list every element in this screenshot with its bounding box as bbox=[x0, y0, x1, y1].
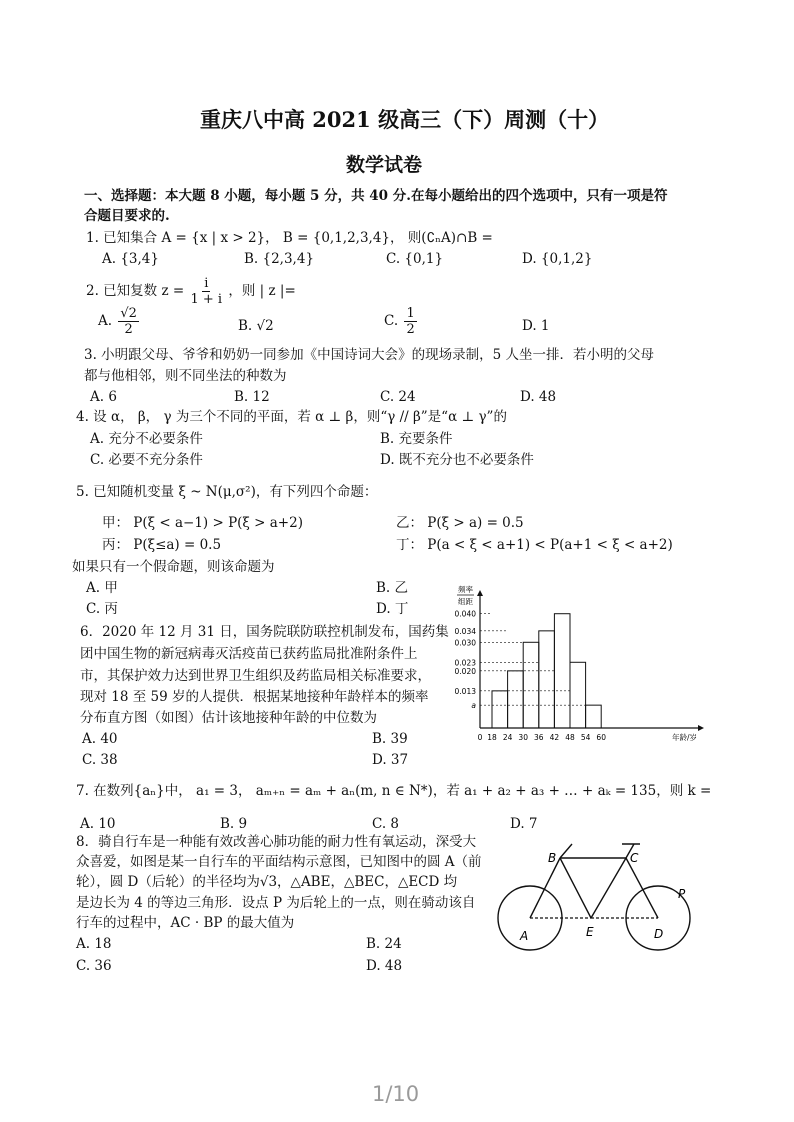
age-histogram bbox=[436, 578, 712, 744]
x-tick-label: 36 bbox=[534, 733, 544, 742]
q6-option-b: B. 39 bbox=[372, 731, 408, 747]
label-d: D bbox=[654, 927, 664, 941]
x-tick-label: 0 bbox=[477, 733, 483, 742]
q6-line2: 团中国生物的新冠病毒灭活疫苗已获药监局批准附条件上 bbox=[80, 646, 418, 662]
q4-option-b: B. 充要条件 bbox=[380, 431, 453, 447]
q3-option-b: B. 12 bbox=[234, 389, 270, 405]
q7-stem: 7. 在数列{aₙ}中， a₁ = 3， aₘ₊ₙ = aₘ + aₙ(m, n ∈ N*)，若 a₁ + a₂ + a₃ + … + aₖ = 135，则 k = bbox=[76, 783, 712, 799]
page-title: 重庆八中高 2021 级高三（下）周测（十） bbox=[200, 107, 610, 132]
x-tick-label: 60 bbox=[596, 733, 606, 742]
q6-line5: 分布直方图（如图）估计该地接种年龄的中位数为 bbox=[80, 710, 377, 726]
label-p: P bbox=[678, 887, 686, 901]
x-tick-label: 24 bbox=[502, 733, 513, 742]
q5-prop-jia: 甲： P(ξ < a−1) > P(ξ > a+2) bbox=[102, 515, 303, 531]
label-b: B bbox=[548, 851, 557, 865]
q6-line4: 现对 18 至 59 岁的人提供．根据某地接种年龄样本的频率 bbox=[80, 689, 429, 705]
y-axis-arrow bbox=[477, 590, 483, 596]
q7-option-b: B. 9 bbox=[220, 816, 248, 832]
q5-condition: 如果只有一个假命题，则该命题为 bbox=[72, 559, 275, 575]
q7-option-a: A. 10 bbox=[80, 816, 116, 832]
label-e: E bbox=[586, 925, 594, 939]
label-a: A bbox=[520, 929, 529, 943]
y-tick-label: 0.020 bbox=[454, 666, 476, 676]
y-tick-label: 0.013 bbox=[454, 686, 476, 696]
histogram-bar bbox=[492, 691, 508, 728]
x-tick-label: 42 bbox=[549, 733, 560, 742]
q5-option-b: B. 乙 bbox=[376, 580, 409, 596]
q1-option-b: B. {2,3,4} bbox=[244, 251, 315, 267]
x-tick-label: 30 bbox=[518, 733, 528, 742]
edge-be bbox=[560, 858, 591, 918]
edge-cd bbox=[626, 858, 658, 918]
q2-frac-num: i bbox=[204, 276, 209, 291]
q4-option-c: C. 必要不充分条件 bbox=[90, 452, 203, 468]
x-axis-label: 年龄/岁 bbox=[672, 733, 698, 742]
histogram-bar bbox=[586, 705, 602, 728]
q2-option-a bbox=[98, 306, 141, 337]
y-tick-label: a bbox=[471, 701, 476, 711]
q2-opt-c-label: C. bbox=[384, 313, 399, 329]
page-number: 1/10 bbox=[372, 1082, 420, 1106]
q4-option-a: A. 充分不必要条件 bbox=[90, 431, 203, 447]
section-heading: 一、选择题：本大题 8 小题，每小题 5 分，共 40 分.在每小题给出的四个选项中，只有一项是符 bbox=[84, 188, 668, 204]
y-tick-label: 0.040 bbox=[454, 609, 476, 619]
q8-line3: 轮），圆 D（后轮）的半径均为√3，△ABE，△BEC，△ECD 均 bbox=[76, 874, 458, 890]
page-subtitle: 数学试卷 bbox=[346, 154, 423, 176]
y-tick-label: 0.034 bbox=[454, 626, 476, 636]
x-axis-arrow bbox=[698, 725, 704, 731]
q2-option-d: D. 1 bbox=[522, 318, 550, 334]
edge-ec bbox=[591, 858, 626, 918]
bicycle-diagram bbox=[494, 836, 704, 954]
q8-line2: 众喜爱，如图是某一自行车的平面结构示意图，已知图中的圆 A（前 bbox=[76, 854, 482, 870]
q4-option-d: D. 既不充分也不必要条件 bbox=[380, 452, 534, 468]
q2-stem bbox=[86, 276, 296, 307]
q1-option-a: A. {3,4} bbox=[102, 251, 159, 267]
handlebar bbox=[560, 844, 572, 858]
q8-option-c: C. 36 bbox=[76, 958, 112, 974]
q2-opt-a-fraction bbox=[118, 306, 139, 337]
q5-stem: 5. 已知随机变量 ξ ~ N(μ,σ²)，有下列四个命题： bbox=[76, 484, 378, 500]
q2-opt-a-den: 2 bbox=[124, 322, 133, 337]
q3-line2: 都与他相邻，则不同坐法的种数为 bbox=[84, 368, 287, 384]
q4-stem: 4. 设 α， β， γ 为三个不同的平面，若 α ⊥ β，则“γ // β”是“α ⊥ γ”的 bbox=[76, 409, 507, 425]
q2-opt-a-num: √2 bbox=[120, 306, 137, 321]
y-tick-label: 0.030 bbox=[454, 638, 476, 648]
q8-option-a: A. 18 bbox=[76, 936, 112, 952]
histogram-bar bbox=[570, 662, 586, 728]
y-axis-label-bottom: 组距 bbox=[458, 597, 473, 606]
q6-option-c: C. 38 bbox=[82, 752, 118, 768]
q3-option-d: D. 48 bbox=[520, 389, 557, 405]
x-tick-label: 18 bbox=[487, 733, 497, 742]
q6-option-a: A. 40 bbox=[82, 731, 118, 747]
q5-prop-yi: 乙： P(ξ > a) = 0.5 bbox=[396, 515, 524, 531]
q5-option-a: A. 甲 bbox=[86, 580, 118, 596]
section-heading-cont: 合题目要求的. bbox=[84, 208, 170, 224]
q2-fraction bbox=[190, 276, 222, 307]
q3-line1: 3. 小明跟父母、爷爷和奶奶一同参加《中国诗词大会》的现场录制，5 人坐一排．若小明的父母 bbox=[84, 347, 655, 363]
q6-line1: 6．2020 年 12 月 31 日，国务院联防联控机制发布，国药集 bbox=[80, 624, 449, 640]
q2-opt-c-fraction bbox=[404, 306, 416, 337]
q5-option-c: C. 丙 bbox=[86, 601, 118, 617]
q6-option-d: D. 37 bbox=[372, 752, 409, 768]
histogram-bar bbox=[539, 631, 555, 728]
q3-option-c: C. 24 bbox=[380, 389, 416, 405]
q8-line5: 行车的过程中，AC · BP 的最大值为 bbox=[76, 915, 295, 931]
q2-stem-b: ，则 | z |= bbox=[228, 283, 296, 299]
histogram-bar bbox=[508, 671, 524, 728]
q2-frac-den: 1 + i bbox=[190, 292, 223, 307]
x-tick-label: 48 bbox=[565, 733, 575, 742]
q2-stem-a: 2. 已知复数 z = bbox=[86, 283, 185, 299]
label-c: C bbox=[630, 851, 639, 865]
q2-opt-c-num: 1 bbox=[406, 306, 415, 321]
q8-option-b: B. 24 bbox=[366, 936, 402, 952]
histogram-bar bbox=[523, 642, 539, 728]
histogram-bar bbox=[554, 614, 570, 728]
q1-option-d: D. {0,1,2} bbox=[522, 251, 593, 267]
q5-prop-ding: 丁： P(a < ξ < a+1) < P(a+1 < ξ < a+2) bbox=[396, 537, 673, 553]
q7-option-c: C. 8 bbox=[372, 816, 400, 832]
q5-option-d: D. 丁 bbox=[376, 601, 409, 617]
q8-line4: 是边长为 4 的等边三角形．设点 P 为后轮上的一点，则在骑动该自 bbox=[76, 895, 476, 911]
q1-option-c: C. {0,1} bbox=[386, 251, 444, 267]
q2-option-b: B. √2 bbox=[238, 318, 274, 334]
q3-option-a: A. 6 bbox=[90, 389, 117, 405]
q8-line1: 8．骑自行车是一种能有效改善心肺功能的耐力性有氧运动，深受大 bbox=[76, 834, 477, 850]
edge-ab bbox=[530, 858, 560, 918]
q5-prop-bing: 丙： P(ξ≤a) = 0.5 bbox=[102, 537, 222, 553]
q6-line3: 市，其保护效力达到世界卫生组织及药监局相关标准要求， bbox=[80, 668, 431, 684]
q1-stem: 1. 已知集合 A = {x | x > 2}， B = {0,1,2,3,4}， 则(∁ₙA)∩B = bbox=[86, 230, 493, 246]
q2-opt-c-den: 2 bbox=[406, 322, 415, 337]
x-tick-label: 54 bbox=[580, 733, 591, 742]
q2-opt-a-label: A. bbox=[98, 313, 113, 329]
y-tick-label: 0.023 bbox=[454, 658, 476, 668]
q8-option-d: D. 48 bbox=[366, 958, 403, 974]
q7-option-d: D. 7 bbox=[510, 816, 538, 832]
q2-option-c bbox=[384, 306, 419, 337]
y-axis-label-top: 频率 bbox=[458, 585, 473, 594]
